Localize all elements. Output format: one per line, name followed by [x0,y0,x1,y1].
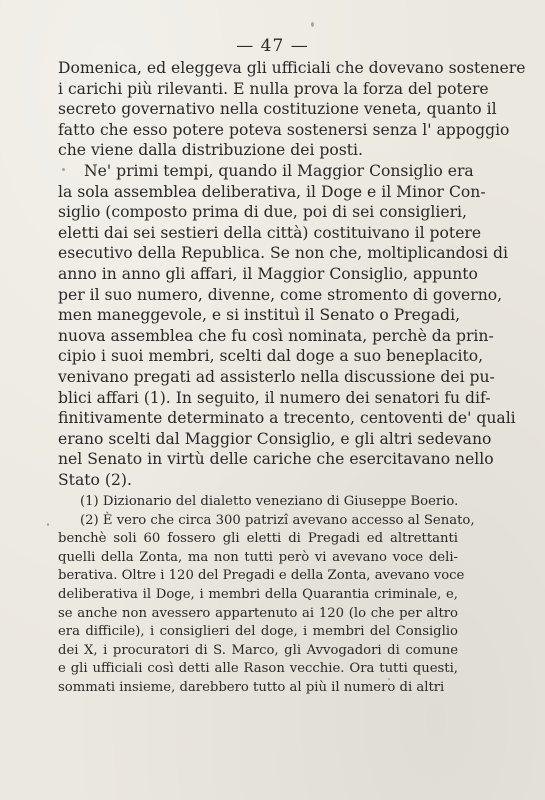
paragraph-2 [58,161,516,491]
footnote-line: se anche non avessero appartenuto ai 120 (lo che per altro [58,605,458,621]
footnote-line: berativa. Oltre i 120 del Pregadi e della Zonta, avevano voce [58,568,465,584]
footnote-2 [58,512,475,698]
text-line: che viene dalla distribuzione dei posti. [58,141,363,160]
text-line: siglio (composto prima di due, poi di sei consiglieri, [58,203,467,222]
footnote-line: dei X, i procuratori di S. Marco, gli Avvogadori di comune [58,642,458,658]
text-line: anno in anno gli affari, il Maggior Consiglio, appunto [58,264,478,283]
footnote-1 [58,493,458,512]
text-line: la sola assemblea deliberativa, il Doge e il Minor Con- [58,182,486,201]
text-line: men maneggevole, e si instituì il Senato o Pregadi, [58,306,461,325]
footnote-line: benchè soli 60 fossero gli eletti di Pregadi ed altrettanti [58,531,458,547]
footnote-line: (1) Dizionario del dialetto veneziano di Giuseppe Boerio. [80,494,459,509]
text-line: i carichi più rilevanti. E nulla prova la forza del potere [58,79,489,98]
text-line: Domenica, ed eleggeva gli ufficiali che dovevano sostenere [58,59,526,77]
text-line: esecutivo della Republica. Se non che, moltiplicandosi di [58,244,508,263]
text-line: cipio i suoi membri, scelti dal doge a suo beneplacito, [58,347,484,366]
text-line: eletti dai sei sestieri della città) costituivano il potere [58,223,482,242]
footnote-line: deliberativa il Doge, i membri della Quarantia criminale, e, [58,586,458,602]
text-line: Stato (2). [58,470,132,489]
text-line: Ne' primi tempi, quando il Maggior Consiglio era [84,161,474,180]
footnote-line: (2) È vero che circa 300 patrizî avevano accesso al Senato, [80,512,475,528]
paper-speck [388,678,390,680]
paper-speck [62,168,65,171]
paragraph-1 [58,58,526,161]
page-number: — 47 — [236,36,309,56]
text-line: blici affari (1). In seguito, il numero dei senatori fu dif- [58,388,491,407]
text-line: secreto governativo nella costituzione veneta, quanto il [58,100,497,119]
footnote-line: e gli ufficiali così detti alle Rason vecchie. Ora tutti questi, [58,661,458,677]
main-text [58,58,526,490]
text-line: nuova assemblea che fu così nominata, perchè da prin- [58,326,494,345]
paper-speck [47,523,49,526]
footnote-line: quelli della Zonta, ma non tutti però vi avevano voce deli- [58,549,458,565]
text-line: nel Senato in virtù delle cariche che esercitavano nello [58,450,494,469]
text-line: finitivamente determinato a trecento, centoventi de' quali [58,409,516,428]
text-line: erano scelti dal Maggior Consiglio, e gli altri sedevano [58,429,492,448]
text-line: per il suo numero, divenne, come stromento di governo, [58,285,503,304]
paper-speck [311,22,314,27]
text-line: fatto che esso potere poteva sostenersi senza l' appoggio [58,120,510,139]
footnote-line: era difficile), i consiglieri del doge, i membri del Consiglio [58,624,458,640]
footnote-line: sommati insieme, darebbero tutto al più il numero di altri [58,679,445,695]
text-line: venivano pregati ad assisterlo nella discussione dei pu- [58,367,495,386]
footnotes [58,493,475,698]
